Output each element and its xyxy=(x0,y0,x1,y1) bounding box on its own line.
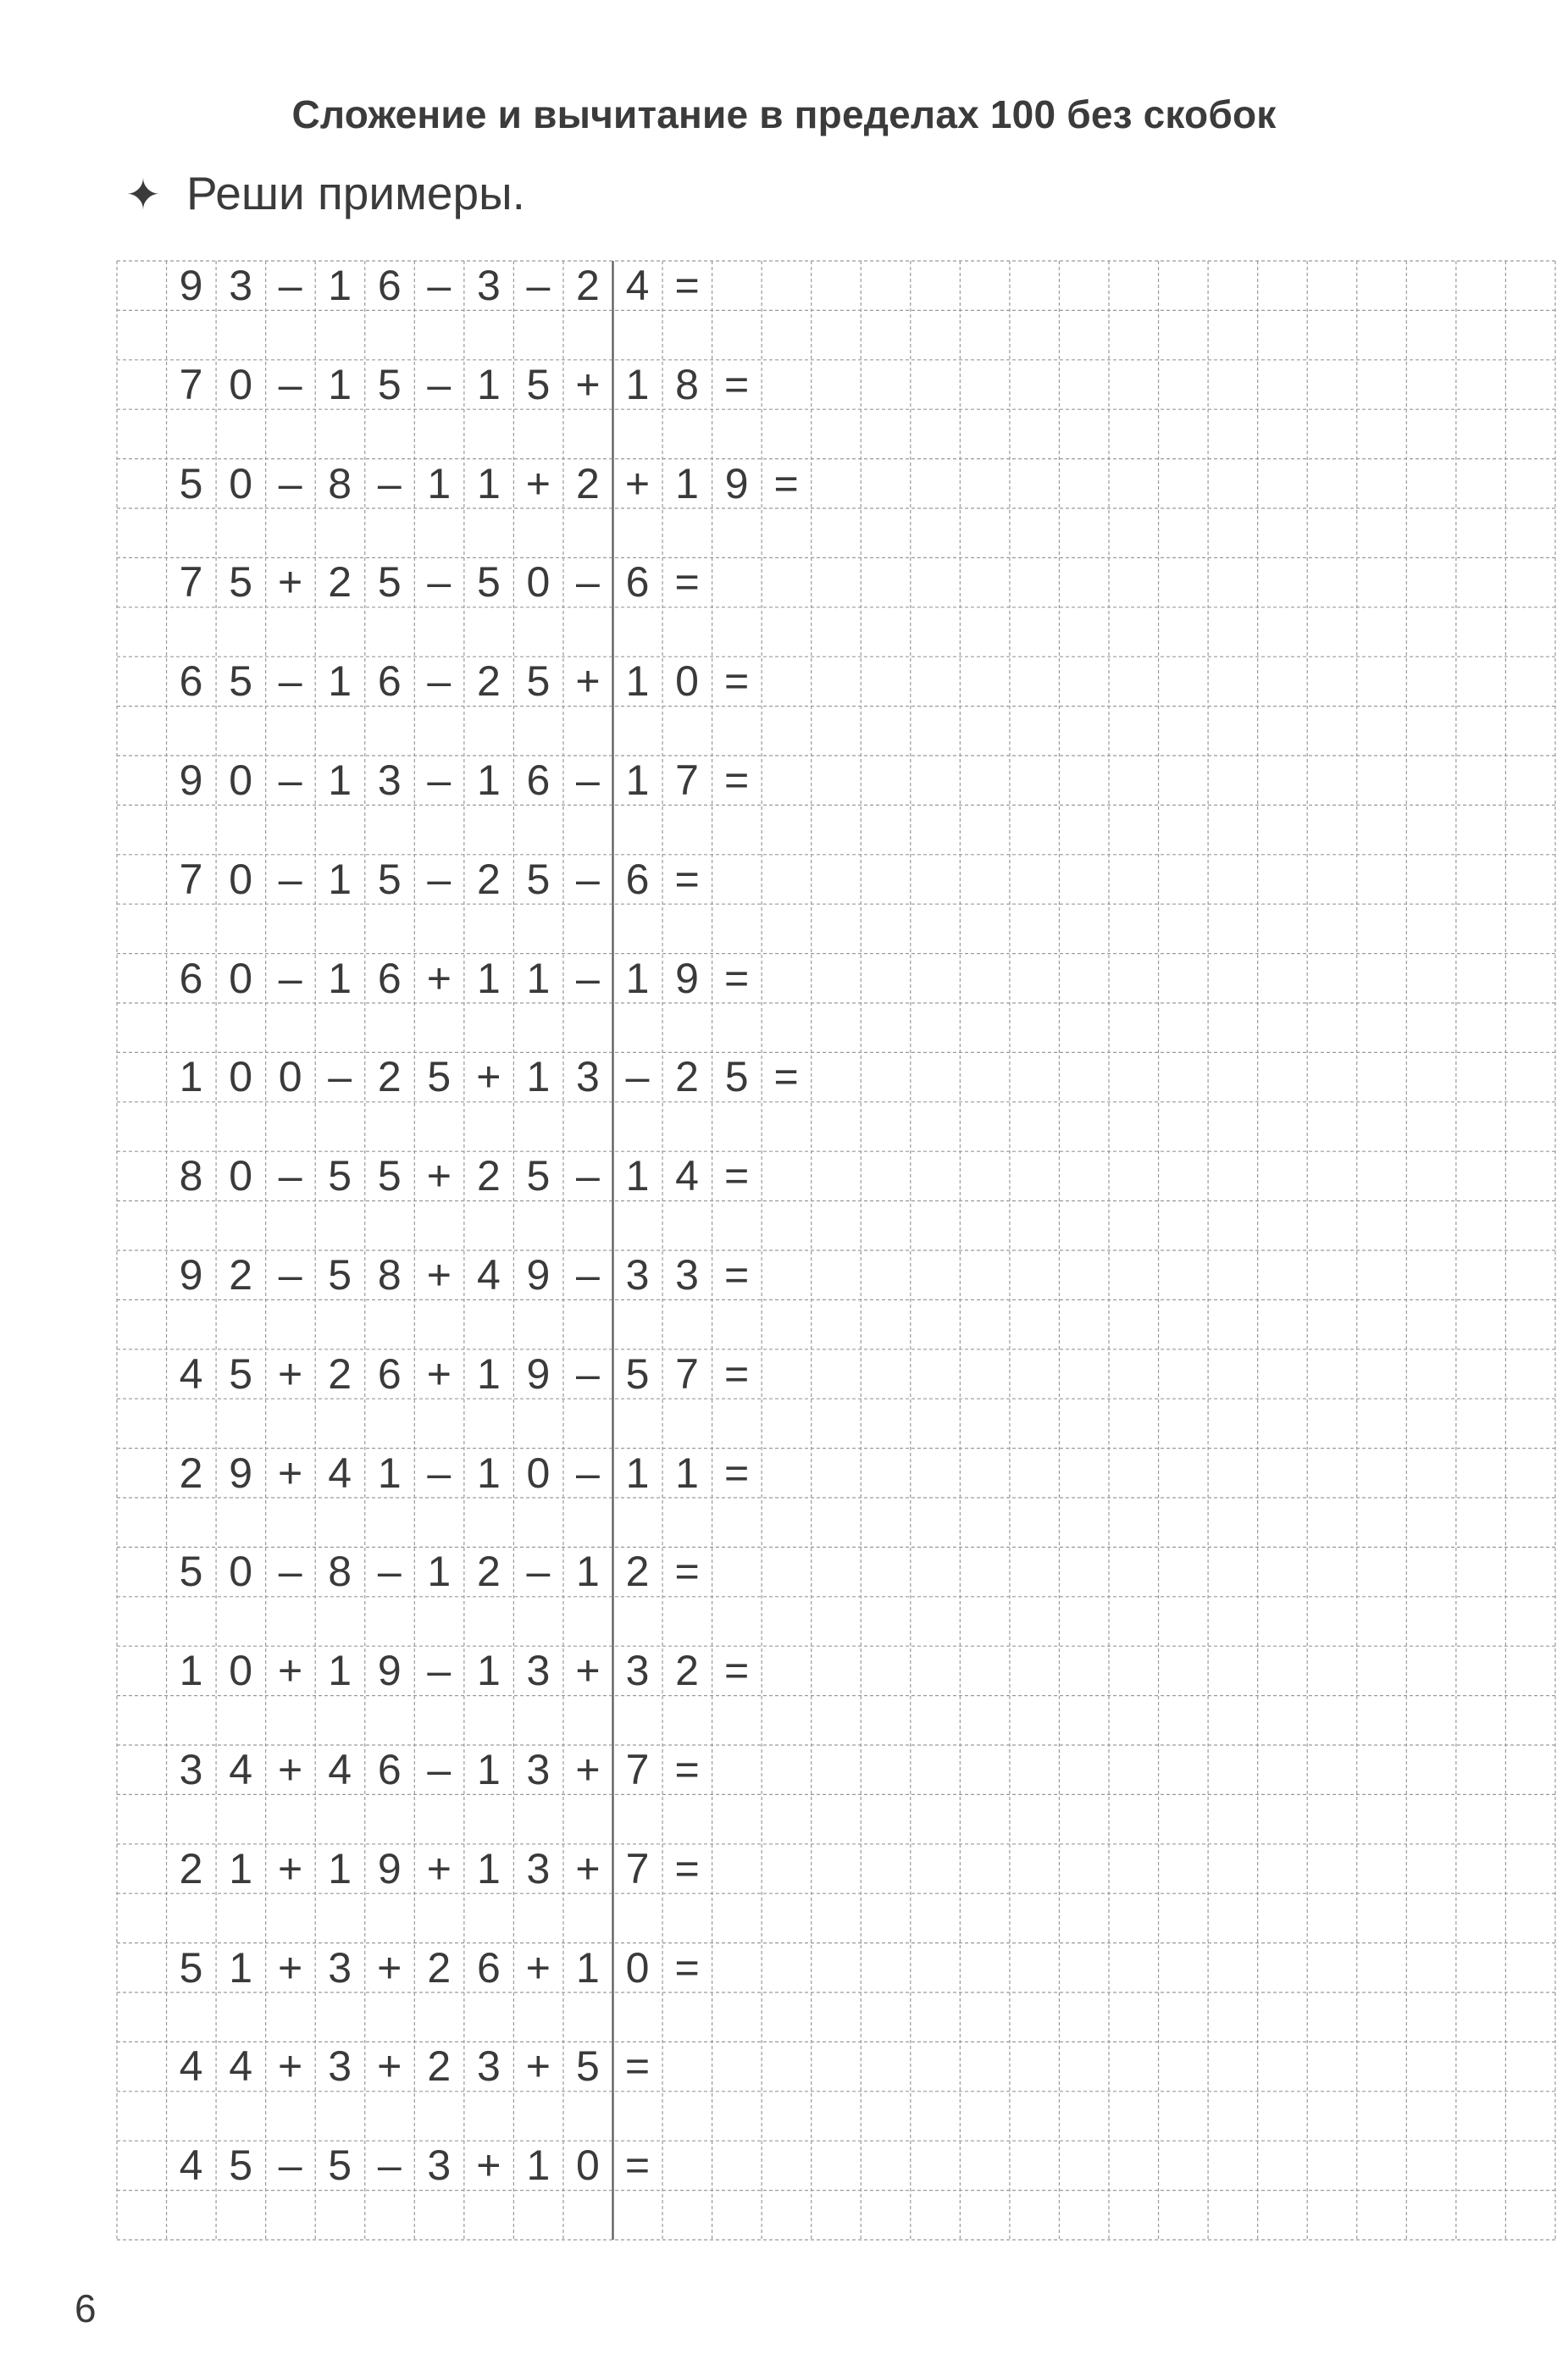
problem-19-char: + xyxy=(525,2042,551,2091)
problem-1-char: = xyxy=(674,262,700,309)
problem-16-char: 6 xyxy=(377,1746,402,1793)
problem-19-char: + xyxy=(278,2042,303,2091)
problem-17-char: 1 xyxy=(229,1844,252,1892)
problem-14-char: 0 xyxy=(229,1548,252,1596)
problem-9-char: 0 xyxy=(229,1053,252,1101)
problem-14-char: 2 xyxy=(476,1548,501,1596)
problem-7-char: – xyxy=(576,855,600,903)
problem-9-char: 5 xyxy=(724,1053,749,1101)
problem-2-char: 0 xyxy=(229,360,252,408)
problem-14-char: – xyxy=(278,1548,302,1596)
problem-17-char: = xyxy=(674,1844,700,1892)
problem-17-char: + xyxy=(426,1844,452,1892)
problem-3-char: – xyxy=(377,459,402,507)
problem-18-char: 2 xyxy=(427,1943,452,1992)
problem-11-char: 9 xyxy=(179,1251,203,1299)
problem-9-char: 2 xyxy=(377,1053,402,1101)
problem-6-char: 0 xyxy=(229,756,252,804)
problem-18-char: = xyxy=(674,1943,700,1992)
problem-16-char: 7 xyxy=(625,1746,650,1793)
problem-7-char: – xyxy=(427,855,452,903)
problem-10-char: 4 xyxy=(675,1152,699,1200)
problem-11-char: – xyxy=(278,1251,302,1299)
problem-14-char: – xyxy=(377,1548,402,1596)
problem-5-char: 1 xyxy=(625,657,650,706)
problem-8-char: 1 xyxy=(526,954,551,1002)
problem-17-char: 2 xyxy=(179,1844,203,1892)
problem-13-char: – xyxy=(427,1449,452,1497)
problem-3-char: = xyxy=(773,459,799,507)
problem-13-char: 1 xyxy=(625,1449,650,1497)
problem-15-char: – xyxy=(427,1647,452,1695)
problem-4-char: 0 xyxy=(526,558,551,607)
problem-20-char: = xyxy=(624,2142,651,2190)
problem-12-char: 5 xyxy=(625,1349,650,1398)
problem-5-char: 5 xyxy=(526,657,551,706)
problem-1-char: 1 xyxy=(328,262,352,309)
problem-19-char: 3 xyxy=(476,2042,501,2091)
problem-6-char: – xyxy=(427,756,452,804)
problem-13-char: 4 xyxy=(328,1449,352,1497)
problem-7-char: – xyxy=(278,855,302,903)
problem-20-char: 4 xyxy=(179,2142,203,2190)
problem-19-char: 4 xyxy=(229,2042,252,2091)
page-number: 6 xyxy=(75,2286,97,2330)
problem-13-char: 1 xyxy=(675,1449,699,1497)
problem-8-char: 6 xyxy=(179,954,203,1002)
problem-3-char: 2 xyxy=(576,459,600,507)
problem-4-char: 7 xyxy=(179,558,203,607)
problem-15-char: 2 xyxy=(675,1647,699,1695)
problem-13-char: 1 xyxy=(476,1449,501,1497)
problem-20-char: 5 xyxy=(328,2142,352,2190)
problem-2-char: 8 xyxy=(675,360,699,408)
problem-1-char: 4 xyxy=(625,262,650,309)
problem-3-char: 8 xyxy=(328,459,352,507)
problem-14-char: 5 xyxy=(179,1548,203,1596)
problem-5-char: 6 xyxy=(377,657,402,706)
problem-1-char: 9 xyxy=(179,262,203,309)
problem-5-char: = xyxy=(723,657,750,706)
problem-20-char: – xyxy=(278,2142,302,2190)
problem-6-char: = xyxy=(723,756,750,804)
problem-15-char: + xyxy=(575,1647,601,1695)
problem-9-char: 1 xyxy=(526,1053,551,1101)
problem-11-char: 5 xyxy=(328,1251,352,1299)
problem-16-char: – xyxy=(427,1746,452,1793)
problem-19-char: 5 xyxy=(576,2042,600,2091)
problem-5-char: – xyxy=(278,657,302,706)
problem-15-char: 1 xyxy=(328,1647,352,1695)
problem-4-char: – xyxy=(427,558,452,607)
problem-15-char: = xyxy=(723,1647,750,1695)
problem-13-char: 2 xyxy=(179,1449,203,1497)
problem-11-char: 8 xyxy=(377,1251,402,1299)
problem-15-char: 3 xyxy=(625,1647,650,1695)
problem-8-char: 1 xyxy=(625,954,650,1002)
problem-3-char: 1 xyxy=(427,459,452,507)
problem-5-char: 1 xyxy=(328,657,352,706)
problem-10-char: 8 xyxy=(179,1152,203,1200)
problem-3-char: + xyxy=(624,459,651,507)
instruction-text: Реши примеры. xyxy=(186,167,525,219)
problem-5-char: 2 xyxy=(476,657,501,706)
problem-14-char: 2 xyxy=(625,1548,650,1596)
problem-12-char: 5 xyxy=(229,1349,252,1398)
problem-15-char: 1 xyxy=(476,1647,501,1695)
problem-11-char: 2 xyxy=(229,1251,252,1299)
problem-2-char: 7 xyxy=(179,360,203,408)
problem-3-char: + xyxy=(525,459,551,507)
problem-12-char: + xyxy=(278,1349,303,1398)
problem-11-char: – xyxy=(576,1251,600,1299)
problem-7-char: 1 xyxy=(328,855,352,903)
problem-16-char: 3 xyxy=(179,1746,203,1793)
problem-4-char: + xyxy=(278,558,303,607)
problem-6-char: 6 xyxy=(526,756,551,804)
problem-12-char: + xyxy=(426,1349,452,1398)
problem-15-char: + xyxy=(278,1647,303,1695)
problem-2-char: 1 xyxy=(476,360,501,408)
problem-20-char: – xyxy=(377,2142,402,2190)
problem-9-char: + xyxy=(476,1053,501,1101)
problem-1-char: – xyxy=(278,262,302,309)
problem-9-char: 5 xyxy=(427,1053,452,1101)
problem-2-char: – xyxy=(427,360,452,408)
problem-19-char: 4 xyxy=(179,2042,203,2091)
problem-4-char: 2 xyxy=(328,558,352,607)
problem-8-char: = xyxy=(723,954,750,1002)
problem-20-char: + xyxy=(476,2142,501,2190)
problem-13-char: 9 xyxy=(229,1449,252,1497)
problem-13-char: 1 xyxy=(377,1449,402,1497)
problem-11-char: = xyxy=(723,1251,750,1299)
problem-12-char: 7 xyxy=(675,1349,699,1398)
problem-20-char: 1 xyxy=(526,2142,551,2190)
problem-2-char: 5 xyxy=(526,360,551,408)
problem-17-char: 9 xyxy=(377,1844,402,1892)
problem-16-char: 4 xyxy=(229,1746,252,1793)
problem-16-char: 1 xyxy=(476,1746,501,1793)
problem-6-char: 1 xyxy=(625,756,650,804)
problem-3-char: 1 xyxy=(476,459,501,507)
problem-20-char: 0 xyxy=(576,2142,600,2190)
problem-9-char: 2 xyxy=(675,1053,699,1101)
problem-7-char: 6 xyxy=(625,855,650,903)
problem-3-char: 5 xyxy=(179,459,203,507)
problem-17-char: 7 xyxy=(625,1844,650,1892)
problem-6-char: – xyxy=(278,756,302,804)
problem-6-char: – xyxy=(576,756,600,804)
problem-10-char: 5 xyxy=(377,1152,402,1200)
problem-18-char: + xyxy=(525,1943,551,1992)
problem-19-char: 2 xyxy=(427,2042,452,2091)
problem-15-char: 9 xyxy=(377,1647,402,1695)
problem-10-char: 5 xyxy=(526,1152,551,1200)
problem-10-char: 1 xyxy=(625,1152,650,1200)
problem-20-char: 5 xyxy=(229,2142,252,2190)
problem-13-char: 0 xyxy=(526,1449,551,1497)
problem-16-char: 3 xyxy=(526,1746,551,1793)
problem-18-char: 0 xyxy=(625,1943,650,1992)
problem-13-char: = xyxy=(723,1449,750,1497)
problem-7-char: 0 xyxy=(229,855,252,903)
problem-14-char: 8 xyxy=(328,1548,352,1596)
problem-9-char: 0 xyxy=(278,1053,302,1101)
problem-4-char: 5 xyxy=(229,558,252,607)
problem-7-char: 2 xyxy=(476,855,501,903)
problem-16-char: + xyxy=(278,1746,303,1793)
problem-9-char: – xyxy=(625,1053,650,1101)
problem-18-char: 1 xyxy=(229,1943,252,1992)
problem-1-char: – xyxy=(526,262,551,309)
problem-4-char: 6 xyxy=(625,558,650,607)
problem-1-char: – xyxy=(427,262,452,309)
problem-3-char: 1 xyxy=(675,459,699,507)
problem-8-char: 9 xyxy=(675,954,699,1002)
problem-2-char: + xyxy=(575,360,601,408)
problem-17-char: 3 xyxy=(526,1844,551,1892)
problem-2-char: 5 xyxy=(377,360,402,408)
problem-1-char: 3 xyxy=(229,262,252,309)
problem-11-char: 3 xyxy=(675,1251,699,1299)
problem-7-char: 5 xyxy=(377,855,402,903)
problem-5-char: – xyxy=(427,657,452,706)
problem-10-char: 5 xyxy=(328,1152,352,1200)
problem-18-char: + xyxy=(278,1943,303,1992)
problem-13-char: – xyxy=(576,1449,600,1497)
problem-12-char: 1 xyxy=(476,1349,501,1398)
problem-2-char: 1 xyxy=(625,360,650,408)
problem-9-char: 1 xyxy=(179,1053,203,1101)
problem-9-char: 3 xyxy=(576,1053,600,1101)
problem-8-char: + xyxy=(426,954,452,1002)
problem-2-char: – xyxy=(278,360,302,408)
problem-19-char: + xyxy=(377,2042,402,2091)
problem-18-char: 1 xyxy=(576,1943,600,1992)
problem-8-char: 1 xyxy=(328,954,352,1002)
problem-5-char: + xyxy=(575,657,601,706)
problem-12-char: 4 xyxy=(179,1349,203,1398)
problem-3-char: 0 xyxy=(229,459,252,507)
problem-11-char: 4 xyxy=(476,1251,501,1299)
problem-11-char: 3 xyxy=(625,1251,650,1299)
problem-10-char: – xyxy=(576,1152,600,1200)
problem-4-char: 5 xyxy=(476,558,501,607)
problem-10-char: = xyxy=(723,1152,750,1200)
problem-16-char: + xyxy=(575,1746,601,1793)
problem-3-char: 9 xyxy=(724,459,749,507)
problem-18-char: + xyxy=(377,1943,402,1992)
problem-10-char: – xyxy=(278,1152,302,1200)
problem-2-char: = xyxy=(723,360,750,408)
problem-15-char: 1 xyxy=(179,1647,203,1695)
problem-2-char: 1 xyxy=(328,360,352,408)
problem-7-char: 7 xyxy=(179,855,203,903)
problem-6-char: 3 xyxy=(377,756,402,804)
problem-18-char: 5 xyxy=(179,1943,203,1992)
problem-7-char: 5 xyxy=(526,855,551,903)
problem-8-char: 0 xyxy=(229,954,252,1002)
problem-15-char: 0 xyxy=(229,1647,252,1695)
problem-12-char: – xyxy=(576,1349,600,1398)
problem-8-char: – xyxy=(576,954,600,1002)
problem-6-char: 7 xyxy=(675,756,699,804)
problem-11-char: 9 xyxy=(526,1251,551,1299)
problem-16-char: = xyxy=(674,1746,700,1793)
problem-12-char: 6 xyxy=(377,1349,402,1398)
problem-14-char: = xyxy=(674,1548,700,1596)
problem-12-char: 9 xyxy=(526,1349,551,1398)
problem-1-char: 2 xyxy=(576,262,600,309)
problem-1-char: 6 xyxy=(377,262,402,309)
problem-9-char: – xyxy=(328,1053,352,1101)
problem-16-char: 4 xyxy=(328,1746,352,1793)
problem-7-char: = xyxy=(674,855,700,903)
problem-11-char: + xyxy=(426,1251,452,1299)
problem-12-char: = xyxy=(723,1349,750,1398)
problem-1-char: 3 xyxy=(476,262,501,309)
problem-14-char: 1 xyxy=(427,1548,452,1596)
problem-8-char: 1 xyxy=(476,954,501,1002)
problem-17-char: + xyxy=(575,1844,601,1892)
problem-14-char: 1 xyxy=(576,1548,600,1596)
problem-8-char: – xyxy=(278,954,302,1002)
problem-17-char: + xyxy=(278,1844,303,1892)
problem-10-char: 0 xyxy=(229,1152,252,1200)
problem-13-char: + xyxy=(278,1449,303,1497)
problem-3-char: – xyxy=(278,459,302,507)
problem-14-char: – xyxy=(526,1548,551,1596)
problem-4-char: = xyxy=(674,558,700,607)
problem-18-char: 3 xyxy=(328,1943,352,1992)
four-point-star-icon: ✦ xyxy=(125,171,161,219)
problem-4-char: – xyxy=(576,558,600,607)
problem-4-char: 5 xyxy=(377,558,402,607)
problem-12-char: 2 xyxy=(328,1349,352,1398)
problem-5-char: 6 xyxy=(179,657,203,706)
problem-5-char: 0 xyxy=(675,657,699,706)
problem-20-char: 3 xyxy=(427,2142,452,2190)
problem-6-char: 1 xyxy=(328,756,352,804)
problem-18-char: 6 xyxy=(476,1943,501,1992)
problem-10-char: 2 xyxy=(476,1152,501,1200)
problem-19-char: = xyxy=(624,2042,651,2091)
page-title: Сложение и вычитание в пределах 100 без скобок xyxy=(291,92,1277,136)
problem-17-char: 1 xyxy=(328,1844,352,1892)
problem-19-char: 3 xyxy=(328,2042,352,2091)
problem-8-char: 6 xyxy=(377,954,402,1002)
problem-9-char: = xyxy=(773,1053,799,1101)
problem-6-char: 1 xyxy=(476,756,501,804)
problem-10-char: + xyxy=(426,1152,452,1200)
problem-5-char: 5 xyxy=(229,657,252,706)
problem-15-char: 3 xyxy=(526,1647,551,1695)
problem-6-char: 9 xyxy=(179,756,203,804)
problem-17-char: 1 xyxy=(476,1844,501,1892)
